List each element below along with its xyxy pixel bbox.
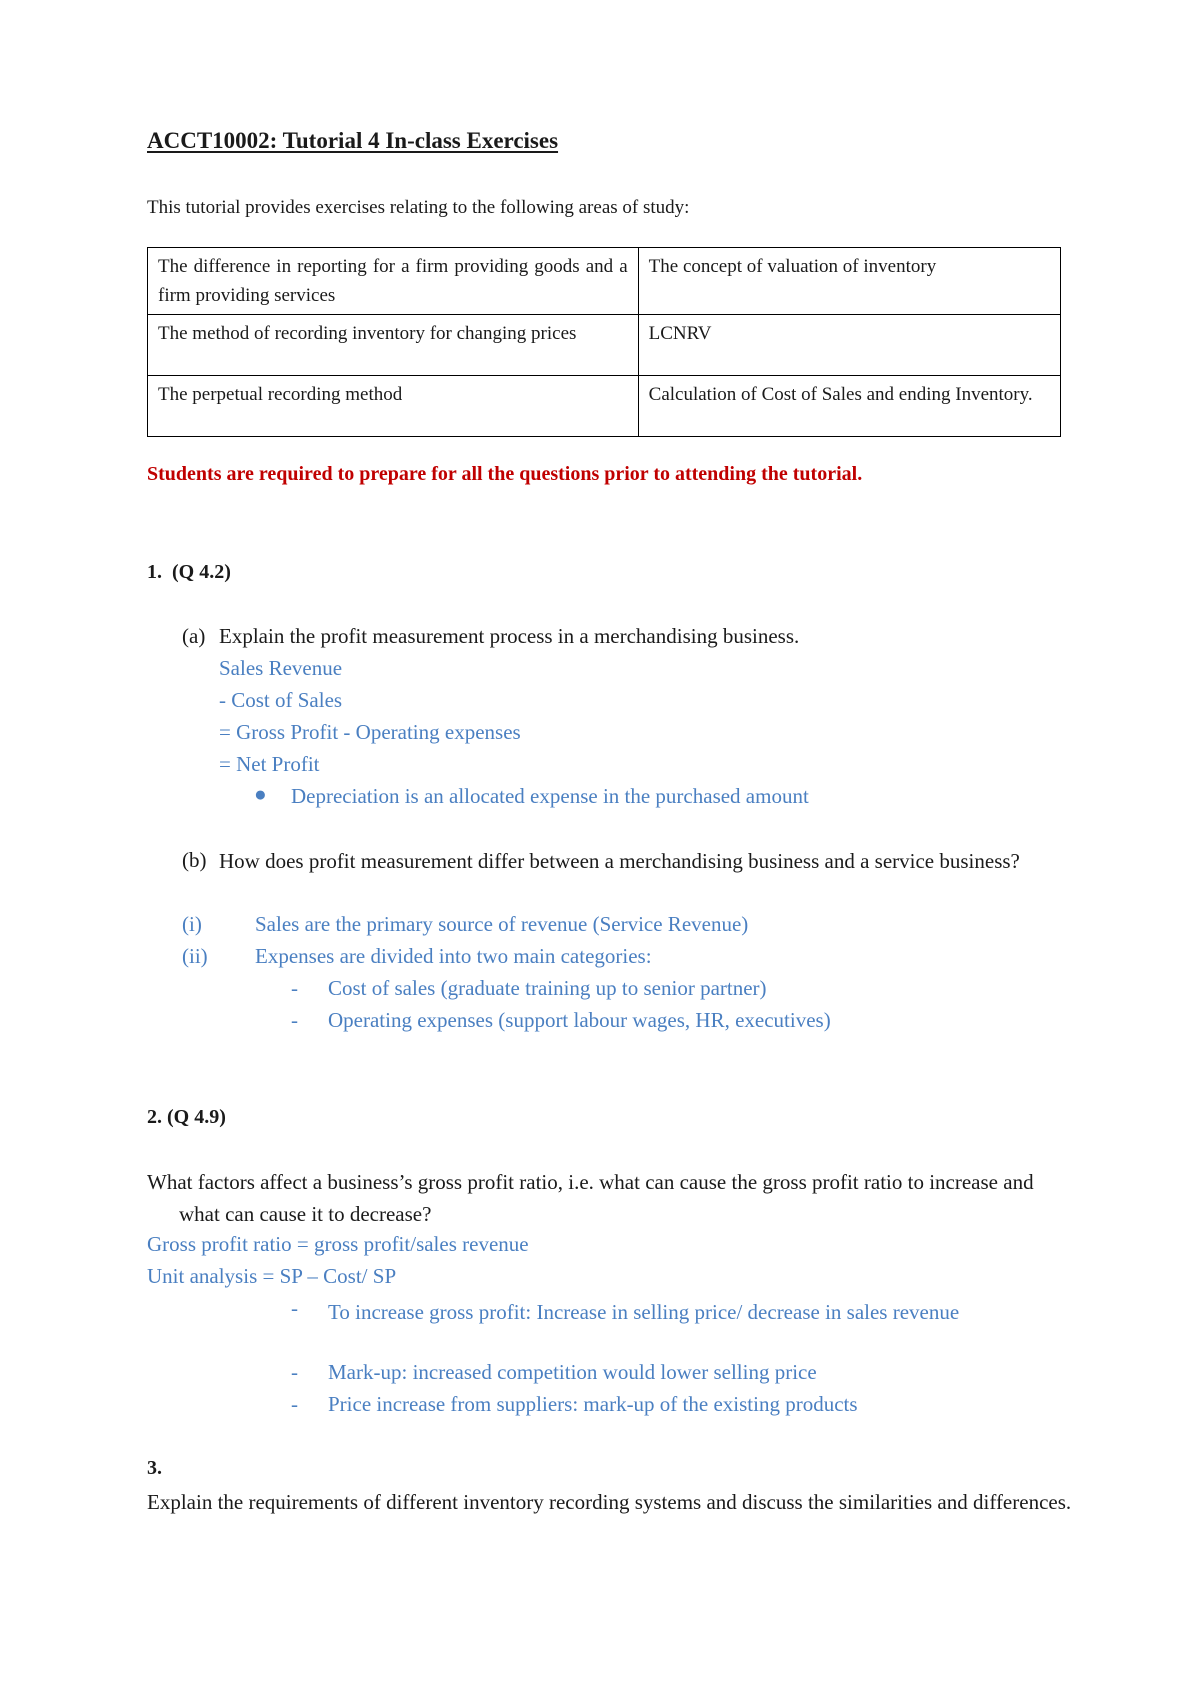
answer-item-label: (i) — [182, 912, 202, 936]
answer-line: Unit analysis = SP – Cost/ SP — [147, 1264, 397, 1288]
table-cell: The difference in reporting for a firm providing goods and a firm providing services — [148, 248, 639, 315]
table-cell: LCNRV — [638, 315, 1060, 376]
part-b-question: How does profit measurement differ between a merchandising business and a service business? — [219, 849, 1020, 873]
filled-circle-bullet-icon: ● — [254, 782, 267, 806]
question-3-text: Explain the requirements of different inventory recording systems and discuss the similarities and differences. — [147, 1490, 1072, 1514]
table-row — [148, 315, 1061, 376]
hyphen-bullet-icon: - — [291, 1008, 298, 1032]
table-cell: The perpetual recording method — [148, 376, 639, 437]
question-number: 1. — [147, 561, 162, 583]
study-areas-table — [147, 247, 1061, 437]
hyphen-bullet-icon: - — [291, 1360, 298, 1384]
answer-point: Mark-up: increased competition would lower selling price — [328, 1360, 817, 1384]
answer-point: Price increase from suppliers: mark-up of the existing products — [328, 1392, 858, 1416]
answer-point: To increase gross profit: Increase in selling price/ decrease in sales revenue — [328, 1300, 960, 1324]
question-1-heading — [147, 561, 231, 584]
part-a-question: Explain the profit measurement process in a merchandising business. — [219, 624, 800, 648]
hyphen-bullet-icon: - — [291, 1296, 298, 1320]
answer-line: = Gross Profit - Operating expenses — [219, 720, 521, 744]
answer-sub-item: Cost of sales (graduate training up to senior partner) — [328, 976, 767, 1000]
question-2-text — [147, 1166, 1061, 1230]
answer-sub-item: Operating expenses (support labour wages, HR, executives) — [328, 1008, 831, 1032]
question-2-body: What factors affect a business’s gross profit ratio, i.e. what can cause the gross profit ratio to increase and what can cause it to decrease? — [147, 1170, 1034, 1226]
part-b-label: (b) — [182, 848, 207, 872]
answer-item-text: Sales are the primary source of revenue (Service Revenue) — [255, 912, 749, 936]
answer-bullet-text: Depreciation is an allocated expense in the purchased amount — [291, 784, 809, 808]
table-cell: Calculation of Cost of Sales and ending Inventory. — [638, 376, 1060, 437]
hyphen-bullet-icon: - — [291, 1392, 298, 1416]
answer-item-text: Expenses are divided into two main categories: — [255, 944, 652, 968]
preparation-notice: Students are required to prepare for all the questions prior to attending the tutorial. — [147, 463, 863, 485]
table-row — [148, 248, 1061, 315]
page-title: ACCT10002: Tutorial 4 In-class Exercises — [147, 128, 559, 153]
answer-item-label: (ii) — [182, 944, 208, 968]
answer-line: Gross profit ratio = gross profit/sales revenue — [147, 1232, 529, 1256]
intro-text: This tutorial provides exercises relating to the following areas of study: — [147, 197, 690, 218]
part-a-label: (a) — [182, 624, 206, 648]
answer-line: Sales Revenue — [219, 656, 343, 680]
question-reference: (Q 4.2) — [172, 561, 231, 583]
answer-line: = Net Profit — [219, 752, 320, 776]
question-2-heading: 2. (Q 4.9) — [147, 1106, 226, 1128]
table-cell: The method of recording inventory for changing prices — [148, 315, 639, 376]
table-row — [148, 376, 1061, 437]
question-3-heading: 3. — [147, 1457, 162, 1479]
answer-line: - Cost of Sales — [219, 688, 343, 712]
table-cell: The concept of valuation of inventory — [638, 248, 1060, 315]
hyphen-bullet-icon: - — [291, 976, 298, 1000]
